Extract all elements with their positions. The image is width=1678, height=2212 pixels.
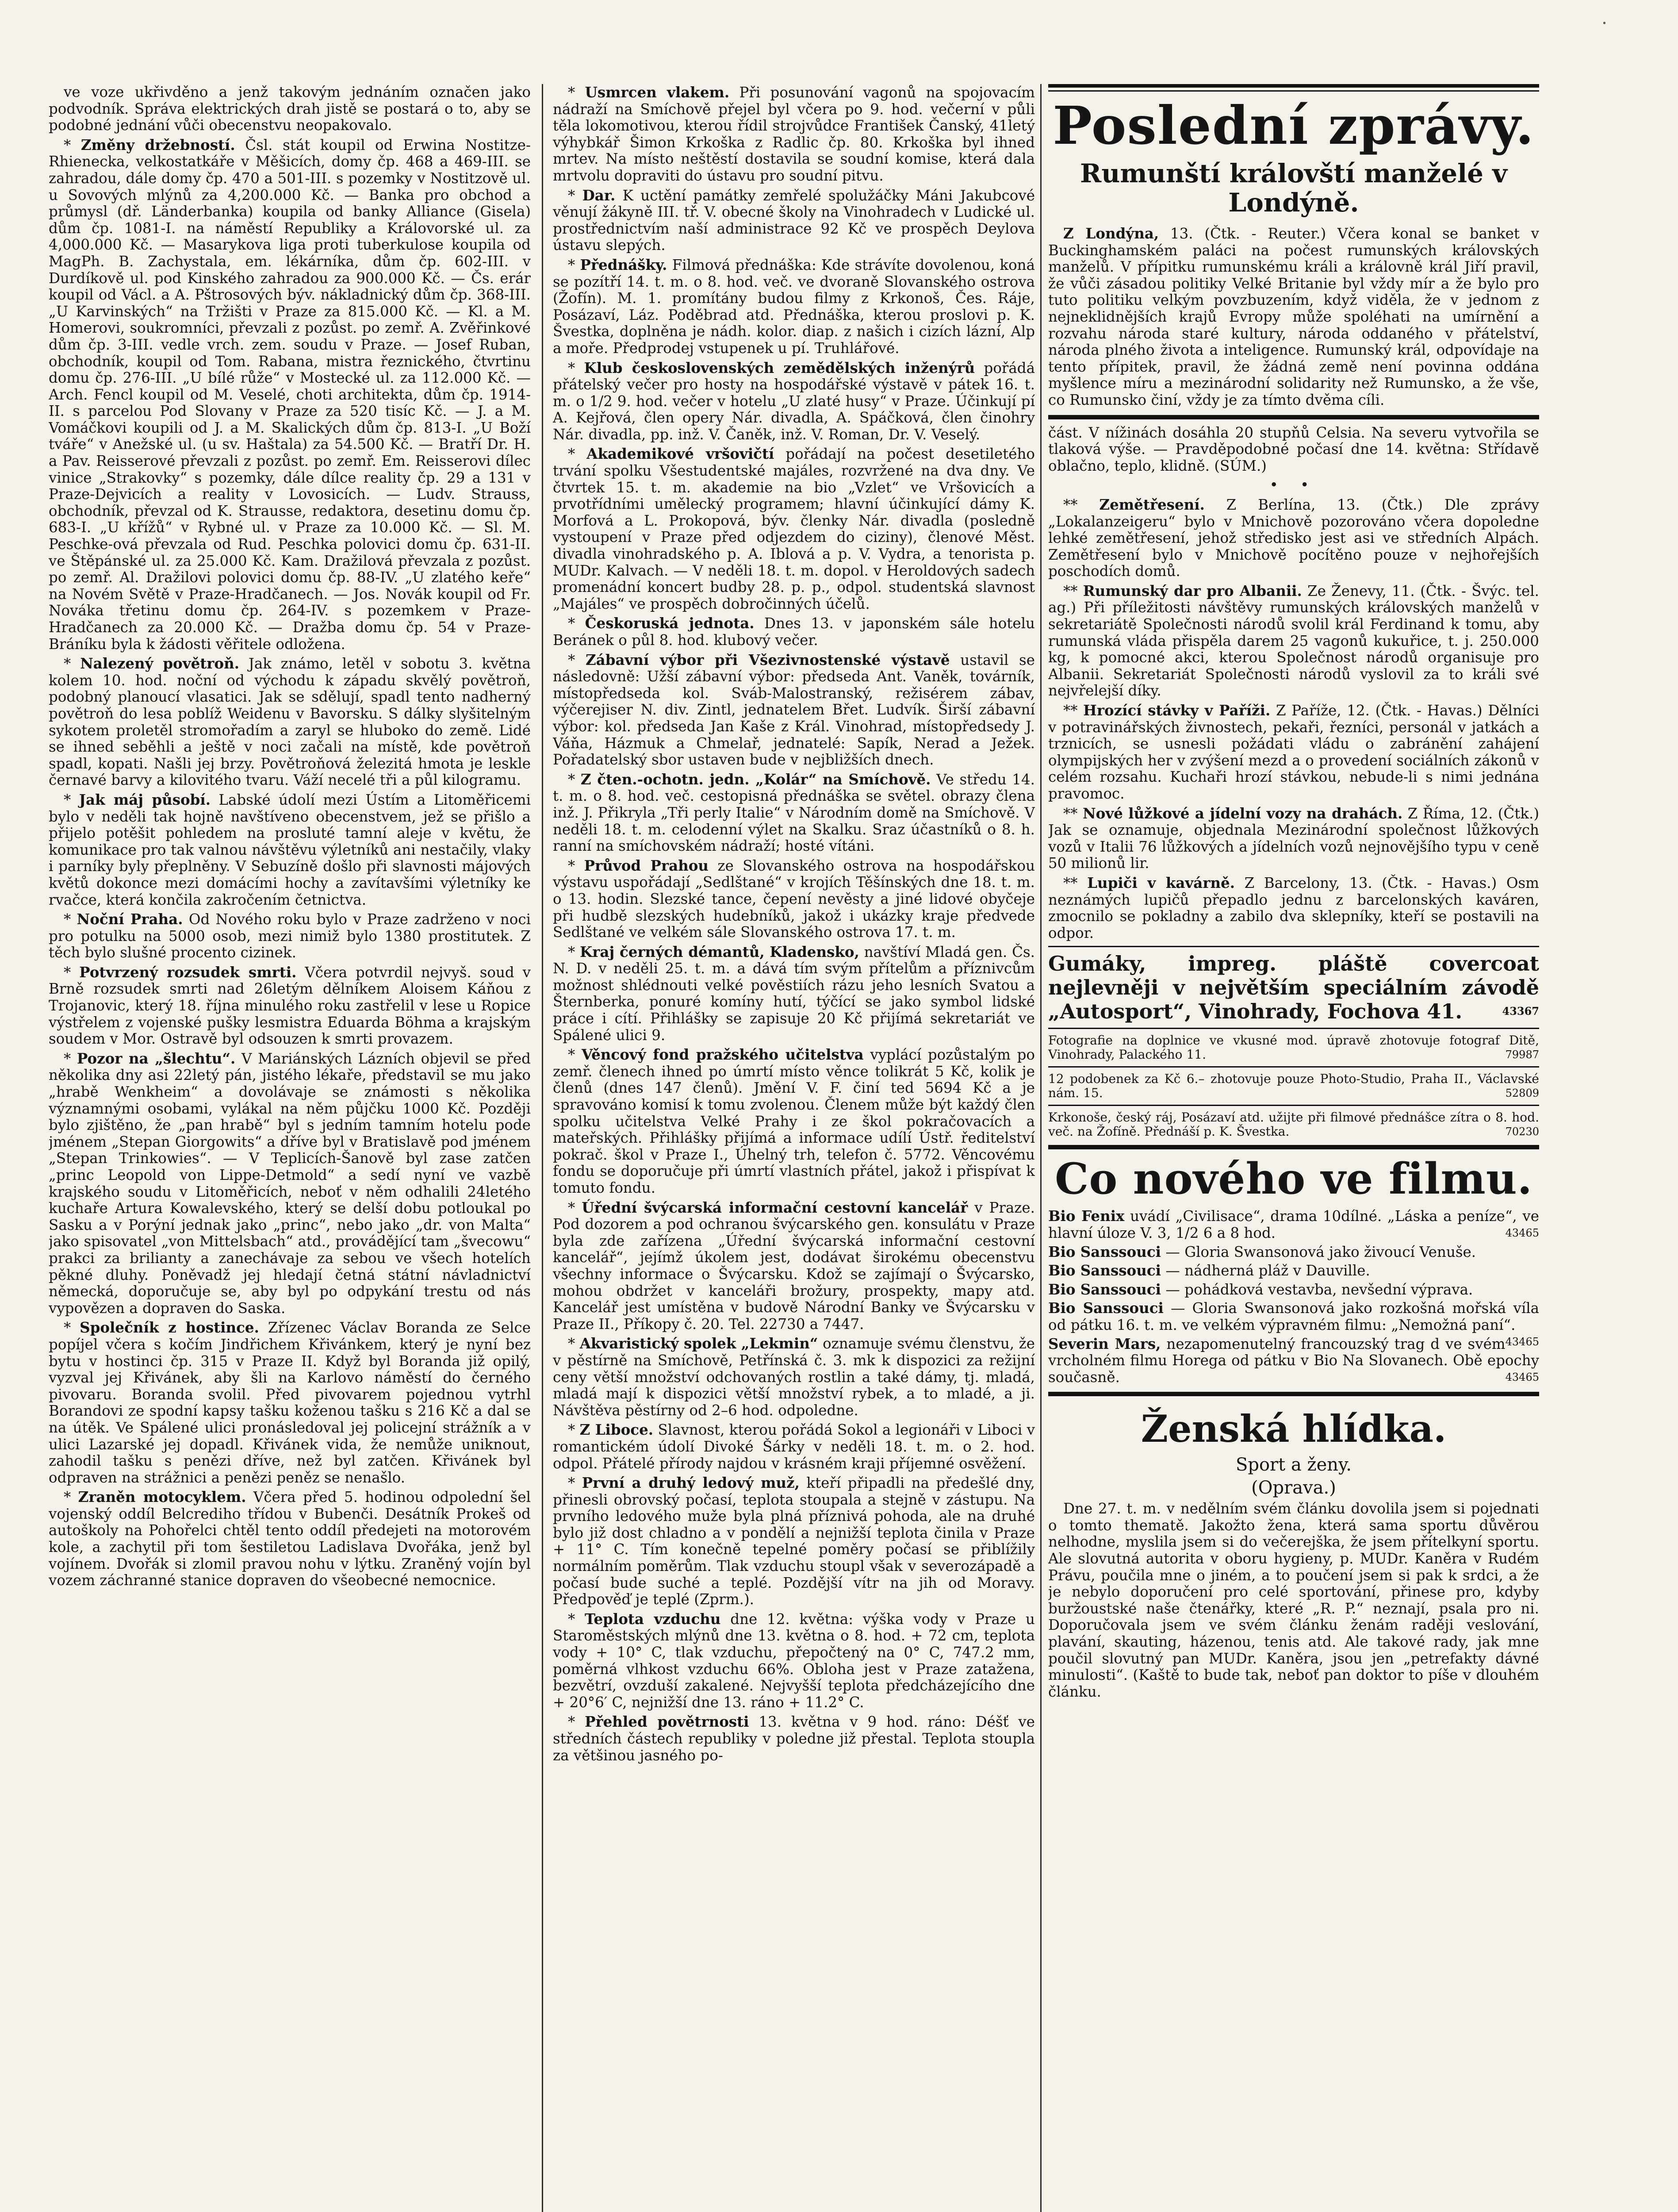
- article-paragraph: * Pozor na „šlechtu“. V Mariánských Lázních objevil se před několika dny asi 22letý pán, jistého lékaře, představil se mu jako „hrabě Wenkheim“ a dovolávaje se známosti s několika významnými osobami, vylákal na něm půjčku 1000 Kč. Později bylo zjištěno, že „pan hrabě“ byl s jedním tamním hotelu pode jménem „Stepan Giorgowits“ a dříve byl v Bratislavě pod jménem „Stepan Trinkowies“. — V Teplicích-Šanově byl zase zatčen „princ Leopold von Lippe-Detmold“ a sedí nyní ve vazbě krajského soudu v Litoměřicích, neboť v něm odhalili 24letého kuchaře Artura Kowalevského, který se delší dobu potloukal po Sasku a v Porýní jednak jako „princ“, nebo jako „dr. von Malta“ jako spisovatel „von Mittelsbach“ atd., provádějící tam „švecowu“ prakci za brilianty a zanechávaje za sebou ve všech hotelích pěkné dluhy. Poněvadž jej hledají četná státní návladnictví německá, doporučuje se, aby byl po odpykání trestu od nás vypovězen a dopraven do Saska.: [49, 1049, 531, 1317]
- film-listing: [1048, 1281, 1539, 1298]
- article-heading: Z Libocе.: [579, 1421, 654, 1439]
- article-heading: Nalezený povětroň.: [80, 655, 240, 672]
- film-listing: [1048, 1262, 1539, 1279]
- article-heading: Českoruská jednota.: [585, 614, 755, 632]
- article-text: Ve středu 14. t. m. o 8. hod. več. cestopisná přednáška se světel. obrazy člena inž. J. Přikryla „Tři perly Italie“ v Národním domě na Smíchově. V neděli 18. t. m. celodenní výlet na Skalku. Sraz účastníků o 8. h. ranní na smíchovském nádraží; hosté vítáni.: [553, 771, 1035, 855]
- womens-section-title: Ženská hlídka.: [1141, 1407, 1447, 1451]
- film-section-title: Co nového ve filmu.: [1054, 1154, 1533, 1204]
- column-rule: [1040, 84, 1042, 2212]
- news-item-text: Ze Ženevy, 11. (Čtk. - Švýc. tel. ag.) Při příležitosti návštěvy rumunských královských manželů v sekretariátě Společnosti národů svolil král Ferdinand k tomu, aby rumunská vláda přispěla darem 25 vagonů kukuřice, t. j. 250.000 kg, k pomocné akci, kterou Společnost národů organisuje pro Albanii. Sekretariát Společnosti národů vyslovil za to králi své nejvřelejší díky.: [1048, 582, 1539, 699]
- ad-rule: [1048, 1066, 1539, 1068]
- article-heading: Z čten.-ochotn. jedn. „Kolár“ na Smíchově.: [580, 770, 931, 788]
- article-heading: Přehled povětrnosti: [585, 1713, 749, 1731]
- news-item: ** Hrozící stávky v Paříži. Z Paříže, 12. (Čtk. - Havas.) Dělníci v potravinářských živnostech, pekaři, řezníci, personál v jatkách a trznicích, se usnesli požádati vládu o zabránění zahájení olympijských her v zvýšení mezd a o provedení sociálních zákonů v celém rozsahu. Kuchaři hrozí stávkou, nebude-li s nimi jednána pravomoc.: [1048, 702, 1539, 802]
- article-paragraph: * Potvrzený rozsudek smrti. Včera potvrdil nejvyš. soud v Brně rozsudek smrti nad 26letým dělníkem Aloisem Káňou z Trojanovic, který 18. října minulého roku zastřelil v lese u Ropice výstřelem z vojenské pušky lesmistra Eduarda Böhma a krajským soudem v Mor. Ostravě byl odsouzen k smrti provazem.: [49, 963, 531, 1048]
- article-text: Od Nového roku bylo v Praze zadrženo v noci pro potulku na 5000 osob, mezi nimiž bylo 1380 prostitutek. Z těch bylo slušné procento cizinek.: [49, 911, 531, 961]
- news-item: ** Rumunský dar pro Albanii. Ze Ženevy, 11. (Čtk. - Švýc. tel. ag.) Při příležitosti návštěvy rumunských královských manželů v sekretariátě Společnosti národů svolil král Ferdinand k tomu, aby rumunská vláda přispěla darem 25 vagonů kukuřice, t. j. 250.000 kg, k pomocné akci, kterou Společnost národů organisuje pro Albanii. Sekretariát Společnosti národů vyslovil za to králi své nejvřelejší díky.: [1048, 582, 1539, 699]
- news-item-heading: Lupiči v kavárně.: [1087, 874, 1235, 891]
- page-corner-mark: ·: [1601, 13, 1607, 34]
- ad-text: Krkonoše, český ráj, Posázaví atd. užijte při filmové přednášce zítra o 8. hod. več. na Žofíně. Přednáší p. K. Švestka.: [1048, 1110, 1539, 1139]
- dateline: Z Londýna,: [1063, 225, 1159, 242]
- article-text: Zřízenec Václav Boranda ze Selce popíjel včera s kočím Jindřichem Křivánkem, který je nyní bez bytu v hostinci čp. 315 v Praze II. Když byl Boranda již opilý, vyzval jej Křivánek, aby šli na Karlovo náměstí do černého pivovaru. Boranda svolil. Před pivovarem pojednou vytrhl Borandovi ze spodní kapsy tašku koženou tašku s 216 Kč a dal se na útěk. Ve Spálené ulici pronásledoval jej policejní strážník a v ulici Lazarské jej dopadl. Křivánek vida, že nemůže uniknout, zahodil tašku s penězi dříve, než byl zatčen. Křivánek byl odpraven na strážnici a penězi peněz se nenašlo.: [49, 1319, 531, 1486]
- article-text: Dnes 13. v japonském sále hotelu Beránek o půl 8. hod. klubový večer.: [553, 615, 1035, 649]
- article-heading: Teplota vzduchu: [585, 1610, 721, 1628]
- classified-ad: [1048, 1072, 1539, 1100]
- article-paragraph: * Společník z hostince. Zřízenec Václav Boranda ze Selce popíjel včera s kočím Jindřichem Křivánkem, který je nyní bez bytu v hostinci čp. 315 v Praze II. Když byl Boranda již opilý, vyzval jej Křivánek, aby šli na Karlovo náměstí do černého pivovaru. Boranda svolil. Před pivovarem pojednou vytrhl Borandovi ze spodní kapsy tašku koženou tašku s 216 Kč a dal se na útěk. Ve Spálené ulici pronásledoval jej policejní strážník a v ulici Lazarské jej dopadl. Křivánek vida, že nemůže uniknout, zahodil tašku s penězi dříve, než byl zatčen. Křivánek byl odpraven na strážnici a penězi peněz se nenašlo.: [49, 1319, 531, 1486]
- film-text: — pohádková vestavba, nevšední výprava.: [1165, 1281, 1473, 1298]
- news-item-heading: Zemětřesení.: [1099, 495, 1205, 513]
- film-ad-number: 43465: [1505, 1371, 1539, 1383]
- news-item-text: Z Berlína, 13. (Čtk.) Dle zprávy „Lokalanzeigeru“ bylo v Mnichově pozorováno včera dopoledne lehké zemětřesení, jehož středisko jest asi ve středních Alpách. Zemětřesení bylo v Mnichově pocítěno pouze v nejhořejších poschodích domů.: [1048, 496, 1539, 580]
- ad-text: Gumáky, impreg. pláště covercoat nejlevněji v největším speciálním závodě „Autosport“, Vinohrady, Fochova 41.: [1048, 952, 1539, 1024]
- classified-ads: [1048, 952, 1539, 1139]
- article-heading: Zraněn motocyklem.: [78, 1488, 246, 1506]
- classified-ad: [1048, 952, 1539, 1023]
- article-heading: Jak máj působí.: [79, 791, 211, 808]
- article-text: K uctění památky zemřelé spolužáčky Máni Jakubcové věnují žákyně III. tř. V. obecné školy na Vinohradech v Ludické ul. prostřednictvím naší administrace 92 Kč ve prospěch Deylova ústavu slepých.: [553, 187, 1035, 254]
- article-heading: Noční Praha.: [77, 910, 183, 928]
- article-text: Filmová přednáška: Kde strávíte dovolenou, koná se pozítří 14. t. m. o 8. hod. več. ve dvoraně Slovanského ostrova (Žofín). M. 1. promítány budou filmy z Krkonoš, Čes. Ráje, Posázaví, Láz. Poděbrad atd. Přednáška, kterou proslovi p. K. Švestka, doplněna je nádh. kolor. diap. z našich i cizích lázní, Alp a moře. Předprodej vstupenek u pí. Truhlářové.: [553, 256, 1035, 357]
- lead-article: [1048, 225, 1539, 409]
- article-paragraph: * Věncový fond pražského učitelstva vyplácí pozůstalým po zemř. členech ihned po úmrtí místo věnce tolikrát 5 Kč, kolik je členů (dnes 147 členů). Jmění V. F. činí ted 5694 Kč a je spravováno komisí k tomu zvolenou. Členem může být každý člen spolku učitelstva Velké Prahy i ze škol pokračovacích a mateřských. Přihlášky přijímá a informace udílí Ústř. ředitelství pokrač. škol v Praze I., Úhelný trh, telefon č. 5772. Věncovému fondu se doporučuje při úmrtí vlastních přátel, jakož i přispívat k tomuto fondu.: [553, 1046, 1035, 1196]
- weather-continuation: část. V nížinách dosáhla 20 stupňů Celsia. Na severu vytvořila se tlaková výše. — Pravděpodobné počasí dne 14. května: Střídavě oblačno, teplo, klidně. (SÚM.): [1048, 424, 1539, 474]
- ad-text: Fotografie na doplnice ve vkusné mod. úpravě zhotovuje fotograf Ditě, Vinohrady, Palackého 11.: [1048, 1033, 1539, 1062]
- film-listing: [1048, 1208, 1539, 1241]
- article-text: Labské údolí mezi Ústím a Litoměřicemi bylo v neděli tak hojně navštíveno obecenstvem, jež se přišlo a přijelo potěšit pohledem na prosluté tamní aleje v květu, že komunikace pro tak valnou návštěvu výletníků ani nestačily, vlaky i parníky byly přeplněny. V Sebuzíně došlo při slavnosti májových květů dokonce mezi domácími hochy a zavítavšími výletníky ke rvačce, která končila zakročením četnictva.: [49, 791, 531, 908]
- article-heading: Potvrzený rozsudek smrti.: [79, 963, 297, 981]
- news-item-heading: Nové lůžkové a jídelní vozy na drahách.: [1082, 804, 1403, 822]
- article-heading: Dar.: [582, 186, 616, 204]
- ad-rule: [1048, 1105, 1539, 1106]
- news-item-text: Z Barcelony, 13. (Čtk. - Havas.) Osm neznámých lupičů přepadlo jednu z barcelonských kaváren, zmocnilo se pokladny a zabilo dva sklepníky, kteří se postavili na odpor.: [1048, 874, 1539, 941]
- article-text: Včera potvrdil nejvyš. soud v Brně rozsudek smrti nad 26letým dělníkem Aloisem Káňou z Trojanovic, který 18. října minulého roku zastřelil v lese u Ropice výstřelem z vojenské pušky lesmistra Eduarda Böhma a krajským soudem v Mor. Ostravě byl odsouzen k smrti provazem.: [49, 964, 531, 1048]
- article-paragraph: * Zraněn motocyklem. Včera před 5. hodinou odpolední šel vojenský oddíl Belcrediho třídou v Bubenči. Desátník Prokeš od autoškoly na Pohořelci chtěl tento oddíl předejeti na motorovém kole, a zachytil při tom šestiletou Ladislava Dvořáka, jenž byl vojínem. Dvořák si zlomil pravou nohu v lýtku. Zraněný vojín byl vozem záchranné stanice dopraven do všeobecné nemocnice.: [49, 1488, 531, 1589]
- article-text: 13. května v 9 hod. ráno: Déšť ve středních částech republiky v poledne již přestal. Teplota stoupla za většinou jasného po-: [553, 1713, 1035, 1764]
- article-heading: Změny držebností.: [80, 136, 235, 154]
- film-text: — Gloria Swansonová jako živoucí Venuše.: [1165, 1243, 1476, 1260]
- article-paragraph: [49, 84, 531, 134]
- news-item: ** Zemětřesení. Z Berlína, 13. (Čtk.) Dle zprávy „Lokalanzeigeru“ bylo v Mnichově pozorováno včera dopoledne lehké zemětřesení, jehož středisko jest asi ve středních Alpách. Zemětřesení bylo v Mnichově pocítěno pouze v nejhořejších poschodích domů.: [1048, 495, 1539, 580]
- article-text: pořádá přátelský večer pro hosty na hospodářské výstavě v pátek 16. t. m. o 1/2 9. hod. večer v hotelu „U zlaté husy“ v Praze. Účinkují pí A. Kejřová, člen opery Nár. divadla, A. Spáčková, člen činohry Nár. divadla, pp. inž. V. Čaněk, inž. V. Roman, Dr. V. Veselý.: [553, 359, 1035, 443]
- article-text: Slavnost, kterou pořádá Sokol a legionáři v Libocі v romantickém údolí Divoké Šárky v neděli 18. t. m. o 2. hod. odpol. Přátelé přírody najdou v krásném kraji příjemné osvěžení.: [553, 1421, 1035, 1472]
- news-item-text: Z Paříže, 12. (Čtk. - Havas.) Dělníci v potravinářských živnostech, pekaři, řezníci, personál v jatkách a trznicích, se usnesli požádati vládu o zabránění zahájení olympijských her v zvýšení mezd a o provedení sociálních zákonů v celém rozsahu. Kuchaři hrozí stávkou, nebude-li s nimi jednána pravomoc.: [1048, 702, 1539, 802]
- ad-rule: [1048, 1028, 1539, 1029]
- film-text: — Gloria Swansonová jako rozkošná mořská víla od pátku 16. t. m. ve velkém výpravném filmu: „Nemožná paní“.: [1048, 1300, 1539, 1333]
- news-item: ** Lupiči v kavárně. Z Barcelony, 13. (Čtk. - Havas.) Osm neznámých lupičů přepadlo jednu z barcelonských kaváren, zmocnilo se pokladny a zabilo dva sklepníky, kteří se postavili na odpor.: [1048, 874, 1539, 941]
- film-listing: [1048, 1244, 1539, 1261]
- article-paragraph: * Klub československých zemědělských inženýrů pořádá přátelský večer pro hosty na hospodářské výstavě v pátek 16. t. m. o 1/2 9. hod. večer v hotelu „U zlaté husy“ v Praze. Účinkují pí A. Kejřová, člen opery Nár. divadla, A. Spáčková, člen činohry Nár. divadla, pp. inž. V. Čaněk, inž. V. Roman, Dr. V. Veselý.: [553, 359, 1035, 443]
- womens-article-text: Dne 27. t. m. v nedělním svém článku dovolila jsem si pojednati o tomto thematě. Jakožto žena, která sama sportu důvěrou nelhodne, myslila jsem si do večerejška, že jsem přítelkyní sportu. Ale slovutná autorita v oboru hygieny, p. MUDr. Kaněra v Rudém Právu, poučila mne o jiném, a to poučení jsem si pak k srdci, a že je nebylo doporučení pro celé sportování, přinese pro, kdyby buržoustské naše čtenářky, které „R. P.“ neznají, psala pro ni. Doporučovala jsem ve svém článku ženám raději veslování, plavání, skauting, házenou, tenis atd. Ale takové rady, jak mne poučil slovutný pan MUDr. Kaněra, jsou jen „petrefakty dávné minulosti“. (Kaště to bude tak, neboť pan doktor to píše v dlouhém článku.: [1048, 1500, 1539, 1700]
- ad-text: 12 podobenek za Kč 6.– zhotovuje pouze Photo-Studio, Praha II., Václavské nám. 15.: [1048, 1071, 1539, 1101]
- column-right: [1048, 84, 1539, 2212]
- film-cinema: Bio Sanssouci: [1048, 1299, 1164, 1317]
- article-paragraph: * Průvod Prahou ze Slovanského ostrova na hospodářskou výstavu uspořádají „Sedlštané“ v krojích Těšínských dne 18. t. m. o 13. hodin. Slezské tance, čepení nevěsty a jiné lidové obyčeje při hudbě slezských hudebníků, jakož i ukázky kraje předvede Sedlštané ve velkém sále Slovanského ostrova 17. t. m.: [553, 856, 1035, 941]
- article-paragraph: * Přednášky. Filmová přednáška: Kde strávíte dovolenou, koná se pozítří 14. t. m. o 8. hod. več. ve dvoraně Slovanského ostrova (Žofín). M. 1. promítány budou filmy z Krkonoš, Čes. Ráje, Posázaví, Láz. Poděbrad atd. Přednáška, kterou proslovi p. K. Švestka, doplněna je nádh. kolor. diap. z našich i cizích lázní, Alp a moře. Předprodej vstupenek u pí. Truhlářové.: [553, 256, 1035, 357]
- article-text: navštíví Mladá gen. Čs. N. D. v neděli 25. t. m. a dává tím svým přítelům a příznivcům možnost shlédnouti velké pověstiích rázu jeho lesních Svatou a Šternberka, ponuré komíny hutí, týčící se jako symbol lidské práce i cítí. Přihlášky se zapisuje 20 Kč přijímá sekretariát ve Spálené ulici 9.: [553, 943, 1035, 1044]
- article-paragraph: * Nalezený povětroň. Jak známo, letěl v sobotu 3. května kolem 10. hod. noční od východu k západu skvělý povětroň, podobný planoucí vlasatici. Jak se sdělují, spadl tento nadherný povětroň do lesa poblíž Weidenu v Bavorsku. S dálky slyšitelným sykotem proletěl stromořadím a zaryl se hluboko do země. Lidé se ihned seběhli a ještě v noci začali na místě, kde povětroň spadl, kopati. Našli jej brzy. Povětroňová železitá hmota je leskle černavé barvy a kilovitého tvaru. Váží necelé tři a půl kilogramu.: [49, 655, 531, 789]
- article-heading: Průvod Prahou: [584, 856, 709, 874]
- article-text: vyplácí pozůstalým po zemř. členech ihned po úmrtí místo věnce tolikrát 5 Kč, kolik je členů (dnes 147 členů). Jmění V. F. činí ted 5694 Kč a je spravováno komisí k tomu zvolenou. Členem může být každý člen spolku učitelstva Velké Prahy i ze škol pokračovacích a mateřských. Přihlášky přijímá a informace udílí Ústř. ředitelství pokrač. škol v Praze I., Úhelný trh, telefon č. 5772. Věncovému fondu se doporučuje při úmrtí vlastních přátel, jakož i přispívat k tomuto fondu.: [553, 1046, 1035, 1196]
- article-heading: Pozor na „šlechtu“.: [77, 1049, 236, 1067]
- article-paragraph: * Přehled povětrnosti 13. května v 9 hod. ráno: Déšť ve středních částech republiky v poledne již přestal. Teplota stoupla za většinou jasného po-: [553, 1713, 1035, 1764]
- film-cinema: Severin Mars,: [1048, 1335, 1161, 1352]
- article-paragraph: * Českoruská jednota. Dnes 13. v japonském sále hotelu Beránek o půl 8. hod. klubový večer.: [553, 614, 1035, 649]
- classified-ad: [1048, 1110, 1539, 1139]
- article-heading: Akvaristický spolek „Lekmin“: [579, 1335, 818, 1352]
- news-item-heading: Hrozící stávky v Paříži.: [1083, 702, 1271, 719]
- section-rule: [1048, 1145, 1539, 1149]
- article-text: Čsl. stát koupil od Erwina Nostitze-Rhienecka, velkostatkáře v Měšicích, domy čp. 468 a 469-III. se zahradou, dále domy čp. 470 a 501-III. s pozemky v Nostitzově ul. u Sovových mlýnů za 4,200.000 Kč. — Banka pro obchod a průmysl (dř. Länderbanka) koupila od banky Alliance (Gisela) dům čp. 1081-I. na náměstí Republiky a Královorské ul. za 4,000.000 Kč. — Masarykova liga proti tuberkulose koupila od MagPh. B. Zachystala, em. lékárníka, dům čp. 602-III. v Durdíkově ul. pod Kinského zahradou za 900.000 Kč. — Čs. erár koupil od Václ. a A. Pštrosových býv. nákladnický dům čp. 368-III. „U Karvinských“ na Tržišti v Praze za 815.000 Kč. — Kl. a M. Homerovi, soukromníci, převzali z pozůst. po zemř. A. Zvěřinkové dům čp. 3-III. vedle vrch. zem. soudu v Praze. — Josef Ruban, obchodník, koupil od Tom. Rabana, mistra řeznického, čtvrtinu domu čp. 276-III. „U bílé růže“ v Mostecké ul. za 112.000 Kč. — Arch. Fencl koupil od M. Veselé, choti architekta, dům čp. 1914-II. s parcelou Pod Slovany v Praze za 520 tisíc Kč. — J. a M. Vomáčkovi koupili od J. a M. Skalických dům čp. 813-I. „U Boží tváře“ v Anežské ul. (u sv. Haštala) za 54.500 Kč. — Bratří Dr. H. a Pav. Reisserové převzali z pozůst. po zemř. Em. Reisserovi dílec vinice „Strakovky“ s pozemky, dále dílce reality čp. 29 a 131 v Praze-Dejvicích a reality v Lovosicích. — Ludv. Strauss, obchodník, převzal od K. Strausse, redaktora, desetinu domu čp. 683-I. „U křížů“ v Rybné ul. v Praze za 10.000 Kč. — Sl. M. Peschke-ová převzala od Rud. Peschka polovici domu čp. 631-II. ve Štěpánské ul. za 25.000 Kč. Kam. Dražilová převzala z pozůst. po zemř. Al. Dražilovi polovici domu čp. 88-IV. „U zlatého keře“ na Novém Světě v Praze-Hradčanech. — Jos. Novák koupil od Fr. Nováka třetinu domu čp. 264-IV. s pozemkem v Praze-Hradčanech za 20.000 Kč. — Dražba domu čp. 54 v Praze-Bráníku byla k žádosti věřitele odložena.: [49, 136, 531, 653]
- article-paragraph: * Usmrcen vlakem. Při posunování vagonů na spojovacím nádraží na Smíchově přejel byl včera po 9. hod. večerní v půli těla lokomotivou, kterou řídil strojvůdce František Čanský, 41letý výhybkář Šimon Krkoška z Radlic čp. 80. Krkoška byl ihned mrtev. Na místo neštěstí dostavila se soudní komise, která dala mrtvolu dopraviti do ústavu pro soudní pitvu.: [553, 84, 1035, 184]
- ad-number: 70230: [1505, 1125, 1539, 1138]
- article-paragraph: * Změny držebností. Čsl. stát koupil od Erwina Nostitze-Rhienecka, velkostatkáře v Měšicích, domy čp. 468 a 469-III. se zahradou, dále domy čp. 470 a 501-III. s pozemky v Nostitzově ul. u Sovových mlýnů za 4,200.000 Kč. — Banka pro obchod a průmysl (dř. Länderbanka) koupila od banky Alliance (Gisela) dům čp. 1081-I. na náměstí Republiky a Královorské ul. za 4,000.000 Kč. — Masarykova liga proti tuberkulose koupila od MagPh. B. Zachystala, em. lékárníka, dům čp. 602-III. v Durdíkově ul. pod Kinského zahradou za 900.000 Kč. — Čs. erár koupil od Václ. a A. Pštrosových býv. nákladnický dům čp. 368-III. „U Karvinských“ na Tržišti v Praze za 815.000 Kč. — Kl. a M. Homerovi, soukromníci, převzali z pozůst. po zemř. A. Zvěřinkové dům čp. 3-III. vedle vrch. zem. soudu v Praze. — Josef Ruban, obchodník, koupil od Tom. Rabana, mistra řeznického, čtvrtinu domu čp. 276-III. „U bílé růže“ v Mostecké ul. za 112.000 Kč. — Arch. Fencl koupil od M. Veselé, choti architekta, dům čp. 1914-II. s parcelou Pod Slovany v Praze za 520 tisíc Kč. — J. a M. Vomáčkovi koupili od J. a M. Skalických dům čp. 813-I. „U Boží tváře“ v Anežské ul. (u sv. Haštala) za 54.500 Kč. — Bratří Dr. H. a Pav. Reisserové převzali z pozůst. po zemř. Em. Reisserovi dílec vinice „Strakovky“ s pozemky, dále dílce reality čp. 29 a 131 v Praze-Dejvicích a reality v Lovosicích. — Ludv. Strauss, obchodník, převzal od K. Strausse, redaktora, desetinu domu čp. 683-I. „U křížů“ v Rybné ul. v Praze za 10.000 Kč. — Sl. M. Peschke-ová převzala od Rud. Peschka polovici domu čp. 631-II. ve Štěpánské ul. za 25.000 Kč. Kam. Dražilová převzala z pozůst. po zemř. Al. Dražilovi polovici domu čp. 88-IV. „U zlatého keře“ na Novém Světě v Praze-Hradčanech. — Jos. Novák koupil od Fr. Nováka třetinu domu čp. 264-IV. s pozemkem v Praze-Hradčanech za 20.000 Kč. — Dražba domu čp. 54 v Praze-Bráníku byla k žádosti věřitele odložena.: [49, 136, 531, 653]
- film-ad-number: 43465: [1505, 1226, 1539, 1239]
- womens-subtitle: Sport a ženy.: [1235, 1455, 1352, 1475]
- article-heading: Úřední švýcarská informační cestovní kancelář: [582, 1198, 968, 1216]
- masthead-rule: [1048, 90, 1539, 92]
- article-text: Jak známo, letěl v sobotu 3. května kolem 10. hod. noční od východu k západu skvělý povětroň, podobný planoucí vlasatici. Jak se sdělují, spadl tento nadherný povětroň do lesa poblíž Weidenu v Bavorsku. S dálky slyšitelným sykotem proletěl stromořadím a zaryl se hluboko do země. Lidé se ihned seběhli a ještě v noci začali na místě, kde povětroň spadl, kopati. Našli jej brzy. Povětroňová železitá hmota je leskle černavé barvy a kilovitého tvaru. Váží necelé tři a půl kilogramu.: [49, 655, 531, 789]
- article-paragraph: * Dar. K uctění památky zemřelé spolužáčky Máni Jakubcové věnují žákyně III. tř. V. obecné školy na Vinohradech v Ludické ul. prostřednictvím naší administrace 92 Kč ve prospěch Deylova ústavu slepých.: [553, 186, 1035, 254]
- article-paragraph: * Teplota vzduchu dne 12. května: výška vody v Praze u Staroměstských mlýnů dne 13. května o 8. hod. + 72 cm, teplota vody + 10° C, tlak vzduchu, přepočtený na 0° C, 747.2 mm, poměrná vlhkost vzduchu 66%. Obloha jest v Praze zatažena, bezvětrí, ovzduší zakalené. Nejvyšší teplota předcházejícího dne + 20°6′ C, nejnižší dne 13. ráno + 11.2° C.: [553, 1610, 1035, 1711]
- article-heading: Akademikové vršovičtí: [586, 445, 774, 463]
- film-text: nezapomenutelný francouzský trag d ve svém vrcholném filmu Horega od pátku v Bio Na Slovanech. Obě epochy současně.: [1048, 1335, 1539, 1386]
- news-item-text: Z Říma, 12. (Čtk.) Jak se oznamuje, objednala Mezinárodní společnost lůžkových vozů v Italii 76 lůžkových a jídelních vozů nejnovějšího typu v ceně 50 milionů lir.: [1048, 805, 1539, 872]
- section-rule: [1048, 1392, 1539, 1396]
- film-cinema: Bio Sanssouci: [1048, 1280, 1161, 1298]
- article-heading: Usmrcen vlakem.: [585, 84, 730, 101]
- article-heading: Kraj černých démantů, Kladensko,: [580, 943, 859, 960]
- article-heading: Přednášky.: [580, 256, 667, 273]
- article-paragraph: * Noční Praha. Od Nového roku bylo v Praze zadrženo v noci pro potulku na 5000 osob, mezi nimiž bylo 1380 prostitutek. Z těch bylo slušné procento cizinek.: [49, 910, 531, 961]
- film-text: uvádí „Civilisace“, drama 10dílné. „Láska a peníze“, ve hlavní úloze V. 3, 1/2 6 a 8 hod.: [1048, 1208, 1539, 1241]
- classified-ad: [1048, 1033, 1539, 1062]
- film-ad-number: 43465: [1505, 1335, 1539, 1348]
- article-heading: Zábavní výbor při Všezivnostenské výstavě: [585, 651, 950, 668]
- article-paragraph: * Jak máj působí. Labské údolí mezi Ústím a Litoměřicemi bylo v neděli tak hojně navštíveno obecenstvem, jež se přišlo a přijelo potěšit pohledem na prosluté tamní aleje v květu, že komunikace pro tak valnou návštěvu výletníků ani nestačily, vlaky i parníky byly přeplněny. V Sebuzíně došlo při slavnosti májových květů dokonce mezi domácími hochy a zavítavšími výletníky ke rvačce, která končila zakročením četnictva.: [49, 791, 531, 908]
- news-items: [1048, 496, 1539, 941]
- news-item: ** Nové lůžkové a jídelní vozy na drahách. Z Říma, 12. (Čtk.) Jak se oznamuje, objednala Mezinárodní společnost lůžkových vozů v Italii 76 lůžkových a jídelních vozů nejnovějšího typu v ceně 50 milionů lir.: [1048, 804, 1539, 872]
- film-cinema: Bio Sanssouci: [1048, 1243, 1161, 1260]
- article-heading: Věncový fond pražského učitelstva: [581, 1046, 864, 1064]
- article-text: dne 12. května: výška vody v Praze u Staroměstských mlýnů dne 13. května o 8. hod. + 72 cm, teplota vody + 10° C, tlak vzduchu, přepočtený na 0° C, 747.2 mm, poměrná vlhkost vzduchu 66%. Obloha jest v Praze zatažena, bezvětrí, ovzduší zakalené. Nejvyšší teplota předcházejícího dne + 20°6′ C, nejnižší dne 13. ráno + 11.2° C.: [553, 1610, 1035, 1711]
- article-paragraph: * Kraj černých démantů, Kladensko, navštíví Mladá gen. Čs. N. D. v neděli 25. t. m. a dává tím svým přítelům a příznivcům možnost shlédnouti velké pověstiích rázu jeho lesních Svatou a Šternberka, ponuré komíny hutí, týčící se jako symbol lidské práce i cítí. Přihlášky se zapisuje 20 Kč přijímá sekretariát ve Spálené ulici 9.: [553, 943, 1035, 1044]
- lead-article-text: 13. (Čtk. - Reuter.) Včera konal se banket v Buckinghamském paláci na počest rumunských královských manželů. V přípitku rumunskému králi a královně král Jiří pravil, že vůči zásadou politiky Velké Britanie byl vždy mír a že bylo pro tuto politiku velkým povzbuzením, když viděla, že v jednom z nejneklidnějších krajů Evropy může spoléhati na umírnění a rozvahu národa staré kultury, národa oddaného v přátelství, národa plného života a inteligence. Rumunský král, odpovídaje na tento přípitek, pravil, že žádná země není povinna oddána myšlence míru a mezinárodní solidarity než Rumunsko, a že vše, co Rumunsko činí, vždy je za tímto dvěma cíli.: [1048, 225, 1539, 408]
- film-cinema: Bio Sanssouci: [1048, 1262, 1161, 1279]
- article-text: v Praze. Pod dozorem a pod ochranou švýcarského gen. konsulátu v Praze byla zde zařízena „Úřední švýcarská informační cestovní kancelář“, jejímž úkolem jest, dodávat širokému obecenstvu všechny informace o Švýcarsku. Kdož se zajímají o Švýcarsko, mohou obdržet v kanceláři brožury, prospekty, mapy atd. Kancelář jest umístěna v budově Národní Banky ve Švýcarsku v Praze II., Příkopy č. 20. Tel. 22730 a 7447.: [553, 1199, 1035, 1333]
- film-text: — nádherná pláž v Dauville.: [1165, 1262, 1370, 1279]
- article-text: V Mariánských Lázních objevil se před několika dny asi 22letý pán, jistého lékaře, představil se mu jako „hrabě Wenkheim“ a dovolávaje se známosti s několika významnými osobami, vylákal na něm půjčku 1000 Kč. Později bylo zjištěno, že „pan hrabě“ byl s jedním tamním hotelu pode jménem „Stepan Giorgowits“ a dříve byl v Bratislavě pod jménem „Stepan Trinkowies“. — V Teplicích-Šanově byl zase zatčen „princ Leopold von Lippe-Detmold“ a sedí nyní ve vazbě krajského soudu v Litoměřicích, neboť v něm odhalili 24letého kuchaře Artura Kowalevského, který se delší dobu potloukal po Sasku a v Porýní jednak jako „princ“, nebo jako „dr. von Malta“ jako spisovatel „von Mittelsbach“ atd., provádějící tam „švecowu“ prakci za brilianty a zanechávaje za sebou ve všech hotelích pěkné dluhy. Poněvadž jej hledají četná státní návladnictví německá, doporučuje se, aby byl po odpykání trestu od nás vypovězen a dopraven do Saska.: [49, 1050, 531, 1317]
- section-rule: [1048, 415, 1539, 419]
- column-rule: [542, 84, 543, 2212]
- article-paragraph: * Z čten.-ochotn. jedn. „Kolár“ na Smíchově. Ve středu 14. t. m. o 8. hod. več. cestopisná přednáška se světel. obrazy člena inž. J. Přikryla „Tři perly Italie“ v Národním domě na Smíchově. V neděli 18. t. m. celodenní výlet na Skalku. Sraz účastníků o 8. h. ranní na smíchovském nádraží; hosté vítáni.: [553, 770, 1035, 855]
- section-title-latest-news: Poslední zprávy.: [1053, 95, 1535, 156]
- column-left: [49, 84, 531, 2212]
- ad-number: 79987: [1505, 1048, 1539, 1061]
- article-paragraph: * Zábavní výbor při Všezivnostenské výstavě ustavil se následovně: Užší zábavní výbor: předseda Ant. Vaněk, továrník, místopředseda kol. Sváb-Malostranský, režisérem zábav, výčerejiser N. div. Zintl, jednatelem Břet. Ludvík. Širší zábavní výbor: kol. předseda Jan Kaše z Král. Vinohrad, místopředsedy J. Váňa, Házmuk a Chmelař, jednatelé: Sapík, Nerad a Ježek. Pořadatelský sbor ustaven bude v nejbližších dnech.: [553, 651, 1035, 768]
- article-text: kteří připadli na předešlé dny, přinesli obrovský počasí, teplota stoupala a stejně v zástupu. Na prvního ledového muže byla plná příznivá pohoda, ale na druhé bylo již dost chladno a v pondělí a nejnižší teplota činila v Praze + 11° C. Tím konečně tepelné poměry počasí se přiblížily normálním poměrům. Tlak vzduchu stoupl však v severozápadě a počasí bude suché a teplé. Pozdější vítr na jih od Moravy. Předpověď je teplé (Zprm.).: [553, 1475, 1035, 1608]
- article-text: ze Slovanského ostrova na hospodářskou výstavu uspořádají „Sedlštané“ v krojích Těšínských dne 18. t. m. o 13. hodin. Slezské tance, čepení nevěsty a jiné lidové obyčeje při hudbě slezských hudebníků, jakož i ukázky kraje předvede Sedlštané ve velkém sále Slovanského ostrova 17. t. m.: [553, 857, 1035, 941]
- ad-number: 52809: [1505, 1087, 1539, 1100]
- article-heading: Společník z hostince.: [80, 1319, 259, 1336]
- article-heading: První a druhý ledový muž,: [582, 1474, 800, 1492]
- separator-dots: • •: [1269, 476, 1318, 494]
- article-text: ve voze ukřivděno a jenž takovým jednáním označen jako podvodník. Správa elektrických drah jistě se postará o to, aby se podobné jednání vůči obecenstvu neopakovalo.: [49, 84, 531, 134]
- section-rule: [1048, 946, 1539, 947]
- film-cinema: Bio Fenix: [1048, 1207, 1125, 1225]
- film-listing: [1048, 1336, 1539, 1386]
- film-listings: [1048, 1208, 1539, 1386]
- article-text: Při posunování vagonů na spojovacím nádraží na Smíchově přejel byl včera po 9. hod. večerní v půli těla lokomotivou, kterou řídil strojvůdce František Čanský, 41letý výhybkář Šimon Krkoška z Radlic čp. 80. Krkoška byl ihned mrtev. Na místo neštěstí dostavila se soudní komise, která dala mrtvolu dopraviti do ústavu pro soudní pitvu.: [553, 84, 1035, 184]
- article-text: ustavil se následovně: Užší zábavní výbor: předseda Ant. Vaněk, továrník, místopředseda kol. Sváb-Malostranský, režisérem zábav, výčerejiser N. div. Zintl, jednatelem Břet. Ludvík. Širší zábavní výbor: kol. předseda Jan Kaše z Král. Vinohrad, místopředsedy J. Váňa, Házmuk a Chmelař, jednatelé: Sapík, Nerad a Ježek. Pořadatelský sbor ustaven bude v nejbližších dnech.: [553, 651, 1035, 768]
- article-paragraph: * Akademikové vršovičtí pořádají na počest desetiletého trvání spolku Všestudentské majáles, rozvržené na dva dny. Ve čtvrtek 15. t. m. akademie na bio „Vzlet“ ve Vršovicích a prvotřídními umělecký programem; hlavní účinkující dámy K. Morfová a L. Prokopová, býv. členky Nár. divadla (posledně vystoupení v Praze před odjezdem do ciziny), členové Měst. divadla vinohradského p. A. Iblová a p. V. Vydra, a tenorista p. MUDr. Kalvach. — V neděli 18. t. m. dopol. v Heroldových sadech promenádní koncert budby 28. p. p., odpol. studentská slavnost „Majáles“ ve prospěch dobročinných účelů.: [553, 445, 1035, 612]
- article-paragraph: * Z Libocе. Slavnost, kterou pořádá Sokol a legionáři v Libocі v romantickém údolí Divoké Šárky v neděli 18. t. m. o 2. hod. odpol. Přátelé přírody najdou v krásném kraji příjemné osvěžení.: [553, 1421, 1035, 1472]
- headline-romanian-royals: Rumunští královští manželé v Londýně.: [1080, 158, 1507, 218]
- article-text: oznamuje svému členstvu, že v pěstírně na Smíchově, Petřínská č. 3. mk k dispozici za režijní ceny větší množství odchovaných rostlin a také dámy, tj. mladá, mladá mají k dispozici větší množství rybek, a to mladé, a ji. Návštěva pěstírny od 2–6 hod. odpoledne.: [553, 1335, 1035, 1419]
- article-text: Včera před 5. hodinou odpolední šel vojenský oddíl Belcrediho třídou v Bubenči. Desátník Prokeš od autoškoly na Pohořelci chtěl tento oddíl předejeti na motorovém kole, a zachytil při tom šestiletou Ladislava Dvořáka, jenž byl vojínem. Dvořák si zlomil pravou nohu v lýtku. Zraněný vojín byl vozem záchranné stanice dopraven do všeobecné nemocnice.: [49, 1489, 531, 1589]
- masthead-rule: [1048, 84, 1539, 88]
- news-item-heading: Rumunský dar pro Albanii.: [1083, 582, 1302, 599]
- article-paragraph: * První a druhý ledový muž, kteří připadli na předešlé dny, přinesli obrovský počasí, teplota stoupala a stejně v zástupu. Na prvního ledového muže byla plná příznivá pohoda, ale na druhé bylo již dost chladno a v pondělí a nejnižší teplota činila v Praze + 11° C. Tím konečně tepelné poměry počasí se přiblížily normálním poměrům. Tlak vzduchu stoupl však v severozápadě a počasí bude suché a teplé. Pozdější vítr na jih od Moravy. Předpověď je teplé (Zprm.).: [553, 1474, 1035, 1608]
- womens-subtitle-note: (Oprava.): [1251, 1478, 1336, 1498]
- article-text: pořádají na počest desetiletého trvání spolku Všestudentské majáles, rozvržené na dva dny. Ve čtvrtek 15. t. m. akademie na bio „Vzlet“ ve Vršovicích a prvotřídními umělecký programem; hlavní účinkující dámy K. Morfová a L. Prokopová, býv. členky Nár. divadla (posledně vystoupení v Praze před odjezdem do ciziny), členové Měst. divadla vinohradského p. A. Iblová a p. V. Vydra, a tenorista p. MUDr. Kalvach. — V neděli 18. t. m. dopol. v Heroldových sadech promenádní koncert budby 28. p. p., odpol. studentská slavnost „Majáles“ ve prospěch dobročinných účelů.: [553, 445, 1035, 612]
- column-middle: [553, 84, 1035, 2212]
- ad-number: 43367: [1502, 1005, 1539, 1018]
- article-heading: Klub československých zemědělských inženýrů: [584, 359, 975, 376]
- article-paragraph: * Úřední švýcarská informační cestovní kancelář v Praze. Pod dozorem a pod ochranou švýcarského gen. konsulátu v Praze byla zde zařízena „Úřední švýcarská informační cestovní kancelář“, jejímž úkolem jest, dodávat širokému obecenstvu všechny informace o Švýcarsku. Kdož se zajímají o Švýcarsko, mohou obdržet v kanceláři brožury, prospekty, mapy atd. Kancelář jest umístěna v budově Národní Banky ve Švýcarsku v Praze II., Příkopy č. 20. Tel. 22730 a 7447.: [553, 1198, 1035, 1333]
- article-paragraph: * Akvaristický spolek „Lekmin“ oznamuje svému členstvu, že v pěstírně na Smíchově, Petřínská č. 3. mk k dispozici za režijní ceny větší množství odchovaných rostlin a také dámy, tj. mladá, mladá mají k dispozici větší množství rybek, a to mladé, a ji. Návštěva pěstírny od 2–6 hod. odpoledne.: [553, 1335, 1035, 1419]
